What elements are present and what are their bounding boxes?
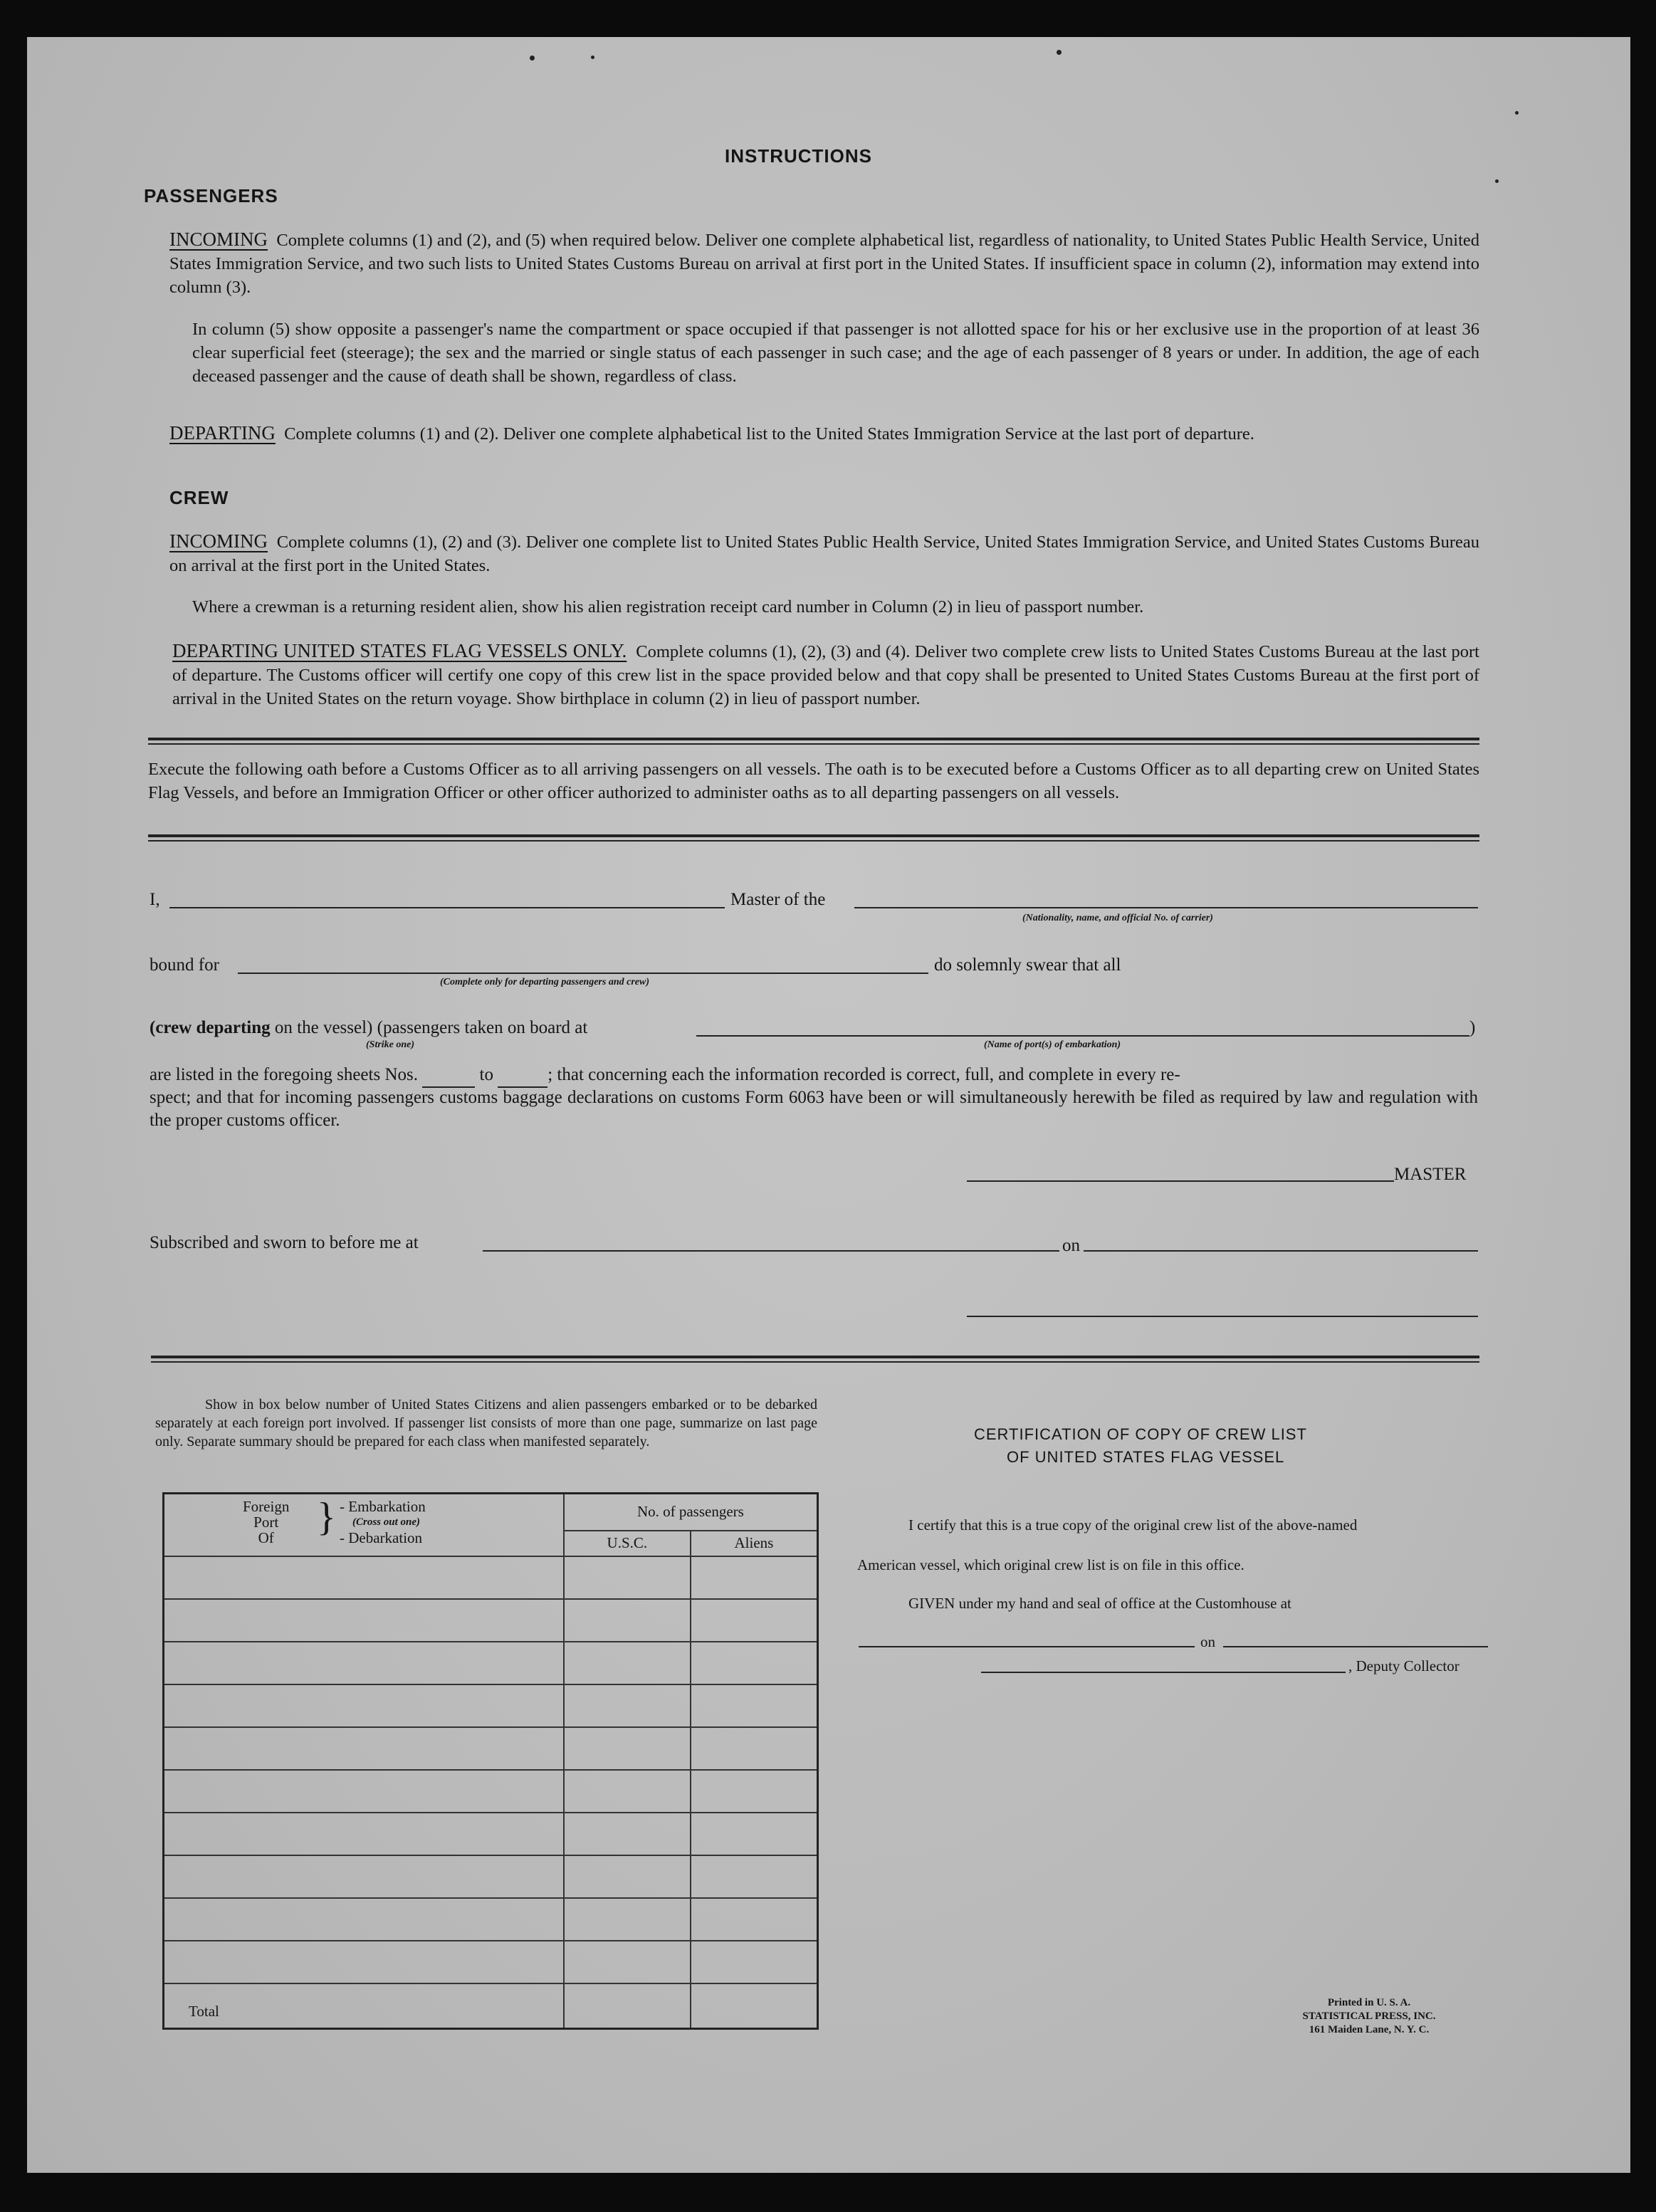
crew-incoming [169, 530, 1479, 577]
port-cell[interactable] [164, 1727, 564, 1770]
passengers-departing-label: DEPARTING [169, 422, 276, 444]
aliens-total-cell[interactable] [691, 1983, 818, 2029]
divider-rule [148, 738, 1479, 740]
crew-incoming-label: INCOMING [169, 530, 268, 552]
sheet-to-field[interactable] [498, 1064, 547, 1088]
subscribed-text: Subscribed and sworn to before me at [150, 1233, 419, 1252]
foreign-port-of [243, 1499, 289, 1546]
usc-cell[interactable] [564, 1813, 691, 1855]
aliens-cell[interactable] [691, 1727, 818, 1770]
oath-instruction: Execute the following oath before a Customs Officer as to all arriving passengers on all vessels. The oath is to be executed before a Customs Officer as to all departing crew on United States Flag Vessels, and before an Immigration Officer or other officer authorized to administer oaths as to all departing passengers on all vessels. [148, 760, 1479, 802]
crew-departing-text: Complete columns (1), (2), (3) and (4). Deliver two complete crew lists to United States Customs Bureau at the last port of departure. The Customs officer will certify one copy of this crew list in the space provided below and that copy shall be presented to United States Customs Bureau at the first port of arrival in the United States on the return voyage. Show birthplace in column (2) in lieu of passport number. [172, 642, 1479, 708]
divider-rule [148, 834, 1479, 837]
crew-incoming-text: Complete columns (1), (2) and (3). Deliver one complete list to United States Public Health Service, United States Immigration Service, and United States Customs Bureau on arrival at the first port in the United States. [169, 533, 1479, 575]
carrier-hint: (Nationality, name, and official No. of carrier) [1022, 913, 1213, 923]
port-cell[interactable] [164, 1770, 564, 1813]
passengers-incoming-label: INCOMING [169, 229, 268, 250]
oath-i-label: I, [150, 890, 160, 909]
port-cell[interactable] [164, 1642, 564, 1684]
usc-cell[interactable] [564, 1898, 691, 1941]
total-row [164, 1983, 818, 2029]
deputy-collector-label: , Deputy Collector [1348, 1657, 1460, 1674]
certification-on: on [1200, 1633, 1215, 1650]
listed-text-a: are listed in the foregoing sheets Nos. [150, 1065, 418, 1084]
table-row [164, 1941, 818, 1983]
port-label: Port [253, 1514, 279, 1531]
port-cell[interactable] [164, 1855, 564, 1898]
crew-resident-text: Where a crewman is a returning resident alien, show his alien registration receipt card number in Column (2) in lieu of passport number. [192, 597, 1144, 617]
oath-listed-line [150, 1064, 1478, 1088]
divider-rule [148, 743, 1479, 745]
listed-text-b: ; that concerning each the information recorded is correct, full, and complete in every re- [547, 1065, 1180, 1084]
usc-cell[interactable] [564, 1941, 691, 1983]
debarkation-label[interactable]: - Debarkation [340, 1529, 423, 1546]
aliens-cell[interactable] [691, 1813, 818, 1855]
table-header-row [164, 1494, 818, 1531]
table-row [164, 1898, 818, 1941]
cross-out-hint: (Cross out one) [352, 1516, 421, 1528]
embarkation-label[interactable]: - Embarkation [340, 1498, 426, 1515]
bound-hint: (Complete only for departing passengers and crew) [440, 977, 649, 987]
master-name-line[interactable] [169, 907, 725, 908]
officer-signature-line[interactable] [967, 1316, 1478, 1317]
customhouse-line[interactable] [859, 1646, 1195, 1647]
passenger-summary-table [162, 1492, 819, 2030]
passengers-departing-text: Complete columns (1) and (2). Deliver one complete alphabetical list to the United States Immigration Service at the last port of departure. [284, 424, 1254, 444]
listed-text-c: spect; and that for incoming passengers customs baggage declarations on customs Form 6063 have been or will simultaneously herewith be filed as required by law and regulation with the proper customs officer. [150, 1088, 1478, 1130]
crew-departing-label: DEPARTING UNITED STATES FLAG VESSELS ONLY. [172, 640, 627, 661]
scan-speck [591, 56, 594, 59]
aliens-cell[interactable] [691, 1770, 818, 1813]
usc-cell[interactable] [564, 1855, 691, 1898]
imprint-line-3: 161 Maiden Lane, N. Y. C. [1309, 2024, 1430, 2035]
port-header-cell [164, 1494, 564, 1556]
aliens-cell[interactable] [691, 1599, 818, 1642]
usc-cell[interactable] [564, 1556, 691, 1599]
table-row [164, 1599, 818, 1642]
oath-crew-line [150, 1018, 587, 1038]
carrier-line[interactable] [854, 907, 1478, 908]
table-row [164, 1855, 818, 1898]
passengers-incoming-text: Complete columns (1) and (2), and (5) when required below. Deliver one complete alphabetical list, regardless of nationality, to United States Public Health Service, United States Immigration Service, and two such lists to United States Customs Bureau on arrival at first port in the United States. If insufficient space in column (2), information may extend into column (3). [169, 231, 1479, 297]
sheet-from-field[interactable] [422, 1064, 475, 1088]
foreign-label: Foreign [243, 1498, 290, 1515]
port-cell[interactable] [164, 1599, 564, 1642]
aliens-cell[interactable] [691, 1898, 818, 1941]
summary-instruction: Show in box below number of United States Citizens and alien passengers embarked or to be debarked separately at each foreign port involved. If passenger list consists of more than one page, summarize on last page only. Separate summary should be prepared for each class when manifested separately. [155, 1397, 817, 1450]
passengers-column5-text: In column (5) show opposite a passenger's name the compartment or space occupied if that passenger is not allotted space for his or her exclusive use in the proportion of at least 36 clear superficial feet (steerage); the sex and the married or single status of each passenger in such case; and the age of each passenger of 8 years or under. In addition, the age of each deceased passenger and the cause of death shall be shown, regardless of class. [192, 320, 1479, 386]
oath-bound-for: bound for [150, 955, 219, 975]
close-paren: ) [1469, 1018, 1476, 1037]
embarkation-options [340, 1499, 426, 1546]
scan-speck [1057, 50, 1062, 55]
aliens-cell[interactable] [691, 1855, 818, 1898]
table-row [164, 1556, 818, 1599]
aliens-cell[interactable] [691, 1556, 818, 1599]
scan-speck [1515, 111, 1519, 115]
bound-for-line[interactable] [238, 973, 928, 974]
master-label: MASTER [1394, 1165, 1467, 1184]
aliens-cell[interactable] [691, 1941, 818, 1983]
aliens-header: Aliens [691, 1531, 818, 1556]
port-cell[interactable] [164, 1941, 564, 1983]
instructions-title: INSTRUCTIONS [725, 145, 872, 167]
listed-to-text: to [479, 1065, 493, 1084]
sworn-date-line[interactable] [1084, 1250, 1478, 1252]
table-row [164, 1642, 818, 1684]
certification-title-2: OF UNITED STATES FLAG VESSEL [1007, 1448, 1285, 1466]
passengers-departing [169, 421, 1479, 446]
table-row [164, 1684, 818, 1727]
port-cell[interactable] [164, 1898, 564, 1941]
passengers-heading: PASSENGERS [144, 185, 278, 206]
imprint-line-2: STATISTICAL PRESS, INC. [1302, 2011, 1436, 2022]
passengers-incoming [169, 228, 1479, 299]
divider-rule [148, 840, 1479, 842]
crew-departing-option: (crew departing [150, 1018, 271, 1037]
on-text: on [1062, 1236, 1080, 1255]
imprint-line-1: Printed in U. S. A. [1327, 1997, 1411, 2008]
certification-date-line[interactable] [1223, 1646, 1488, 1647]
sworn-place-line[interactable] [483, 1250, 1059, 1252]
certification-line-3: GIVEN under my hand and seal of office at the Customhouse at [908, 1595, 1291, 1612]
form-sheet [27, 37, 1630, 2173]
ports-line[interactable] [696, 1035, 1469, 1037]
divider-rule [151, 1356, 1479, 1358]
usc-cell[interactable] [564, 1727, 691, 1770]
crew-heading: CREW [169, 487, 229, 508]
scan-speck [530, 56, 535, 61]
oath-swear: do solemnly swear that all [934, 955, 1121, 975]
table-row [164, 1727, 818, 1770]
scan-speck [1495, 179, 1499, 183]
usc-header: U.S.C. [564, 1531, 691, 1556]
certification-line-1: I certify that this is a true copy of the original crew list of the above-named [908, 1516, 1358, 1534]
oath-master-of-the: Master of the [730, 890, 826, 909]
usc-total-cell[interactable] [564, 1983, 691, 2029]
brace-icon: } [317, 1495, 336, 1539]
crew-departing [172, 639, 1479, 711]
of-label: Of [258, 1529, 274, 1546]
table-row [164, 1813, 818, 1855]
passengers-taken-option: (passengers taken on board at [377, 1018, 588, 1037]
port-cell[interactable] [164, 1813, 564, 1855]
certification-title-1: CERTIFICATION OF COPY OF CREW LIST [974, 1425, 1307, 1443]
strike-one-hint: (Strike one) [366, 1039, 415, 1050]
on-vessel-text: on the vessel) [274, 1018, 373, 1037]
aliens-cell[interactable] [691, 1642, 818, 1684]
deputy-signature-line[interactable] [981, 1672, 1346, 1673]
table-row [164, 1770, 818, 1813]
no-of-passengers-header: No. of passengers [564, 1494, 818, 1531]
usc-cell[interactable] [564, 1684, 691, 1727]
total-label: Total [164, 1983, 564, 2029]
port-cell[interactable] [164, 1684, 564, 1727]
certification-line-2: American vessel, which original crew list is on file in this office. [857, 1556, 1244, 1573]
port-cell[interactable] [164, 1556, 564, 1599]
master-signature-line[interactable] [967, 1180, 1394, 1182]
usc-cell[interactable] [564, 1642, 691, 1684]
divider-rule [151, 1361, 1479, 1363]
aliens-cell[interactable] [691, 1684, 818, 1727]
ports-hint: (Name of port(s) of embarkation) [984, 1039, 1121, 1050]
usc-cell[interactable] [564, 1770, 691, 1813]
printer-imprint [1280, 1996, 1458, 2037]
usc-cell[interactable] [564, 1599, 691, 1642]
